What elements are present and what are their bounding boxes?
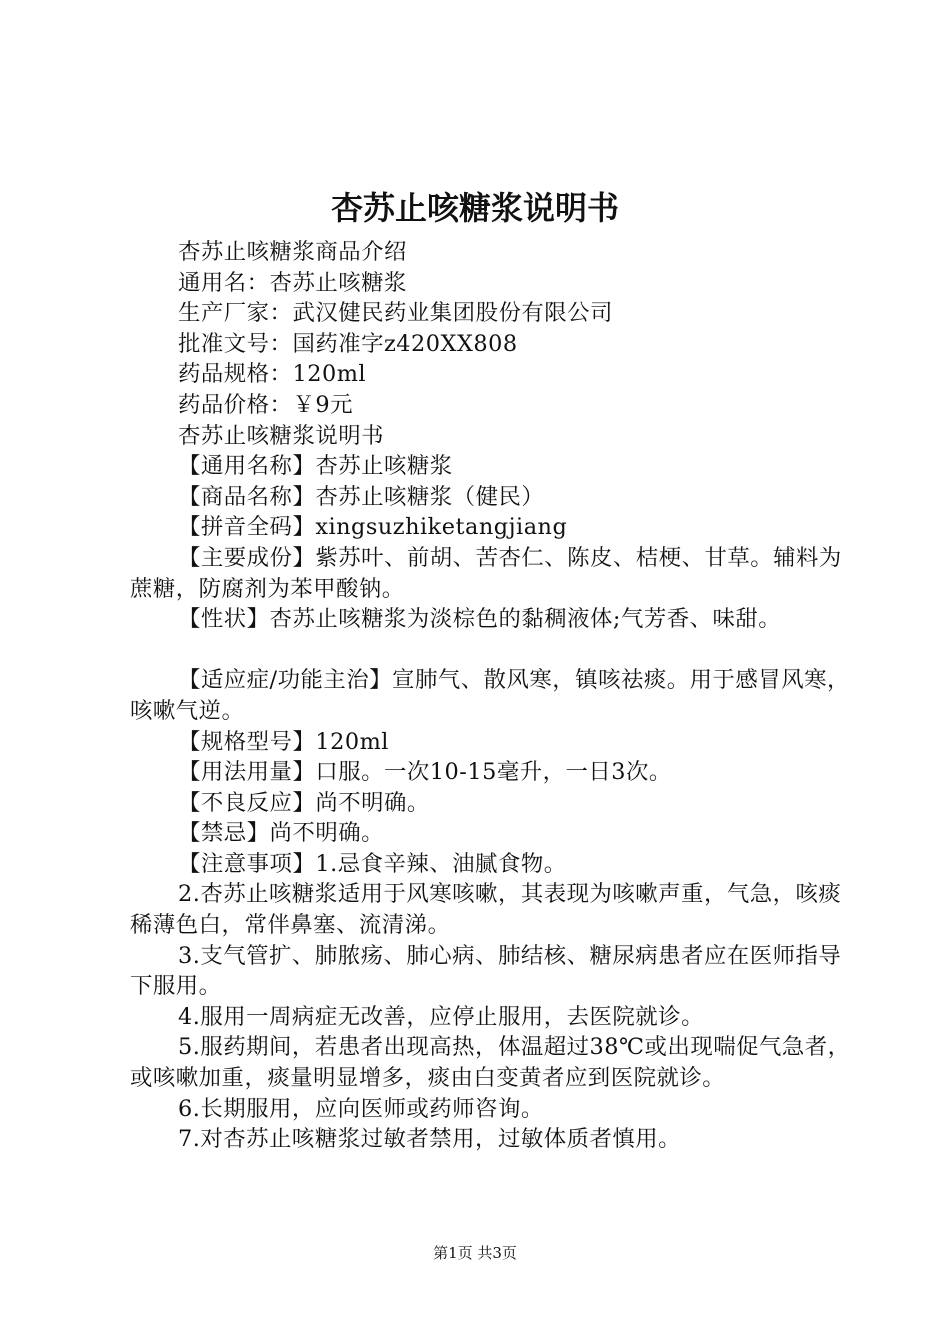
page-footer: 第1页 共3页 [433, 1244, 517, 1262]
paragraph-indications: 【适应症/功能主治】宣肺气、散风寒，镇咳祛痰。用于感冒风寒，咳嗽气逆。 [130, 667, 850, 724]
paragraph-specification: 药品规格：120ml [178, 361, 367, 388]
paragraph-precaution-3: 3.支气管扩、肺脓疡、肺心病、肺结核、糖尿病患者应在医师指导下服用。 [130, 942, 842, 1000]
paragraph-adverse-reactions: 【不良反应】尚不明确。 [178, 789, 430, 816]
paragraph-generic-name: 通用名：杏苏止咳糖浆 [178, 269, 407, 296]
paragraph-intro-heading: 杏苏止咳糖浆商品介绍 [178, 239, 407, 265]
paragraph-model: 【规格型号】120ml [178, 728, 389, 755]
document-title: 杏苏止咳糖浆说明书 [330, 189, 619, 227]
paragraph-properties: 【性状】杏苏止咳糖浆为淡棕色的黏稠液体;气芳香、味甜。 [178, 606, 782, 633]
paragraph-contraindications: 【禁忌】尚不明确。 [178, 820, 385, 847]
paragraph-manufacturer: 生产厂家：武汉健民药业集团股份有限公司 [178, 300, 613, 327]
paragraph-product-name: 【商品名称】杏苏止咳糖浆（健民） [178, 483, 545, 510]
paragraph-approval-number: 批准文号：国药准字z420XX808 [178, 330, 518, 357]
document-body [130, 237, 852, 1155]
paragraph-manual-heading: 杏苏止咳糖浆说明书 [178, 422, 385, 449]
paragraph-precaution-6: 6.长期服用，应向医师或药师咨询。 [178, 1095, 544, 1122]
paragraph-precaution-7: 7.对杏苏止咳糖浆过敏者禁用，过敏体质者慎用。 [178, 1126, 682, 1153]
paragraph-pinyin: 【拼音全码】xingsuzhiketangjiang [178, 514, 568, 541]
paragraph-dosage: 【用法用量】口服。一次10-15毫升，一日3次。 [178, 759, 672, 786]
paragraph-ingredients: 【主要成份】紫苏叶、前胡、苦杏仁、陈皮、桔梗、甘草。辅料为蔗糖，防腐剂为苯甲酸钠。 [130, 544, 842, 602]
paragraph-price: 药品价格：￥9元 [178, 391, 353, 418]
paragraph-precaution-2: 2.杏苏止咳糖浆适用于风寒咳嗽，其表现为咳嗽声重，气急，咳痰稀薄色白，常伴鼻塞、流清涕。 [130, 881, 842, 939]
paragraph-precaution-5: 5.服药期间，若患者出现高热，体温超过38℃或出现喘促气急者，或咳嗽加重，痰量明显增多，痰由白变黄者应到医院就诊。 [130, 1034, 851, 1092]
paragraph-common-name: 【通用名称】杏苏止咳糖浆 [178, 453, 453, 480]
paragraph-precaution-4: 4.服用一周病症无改善，应停止服用，去医院就诊。 [178, 1003, 704, 1030]
paragraph-precautions: 【注意事项】1.忌食辛辣、油腻食物。 [178, 850, 567, 877]
